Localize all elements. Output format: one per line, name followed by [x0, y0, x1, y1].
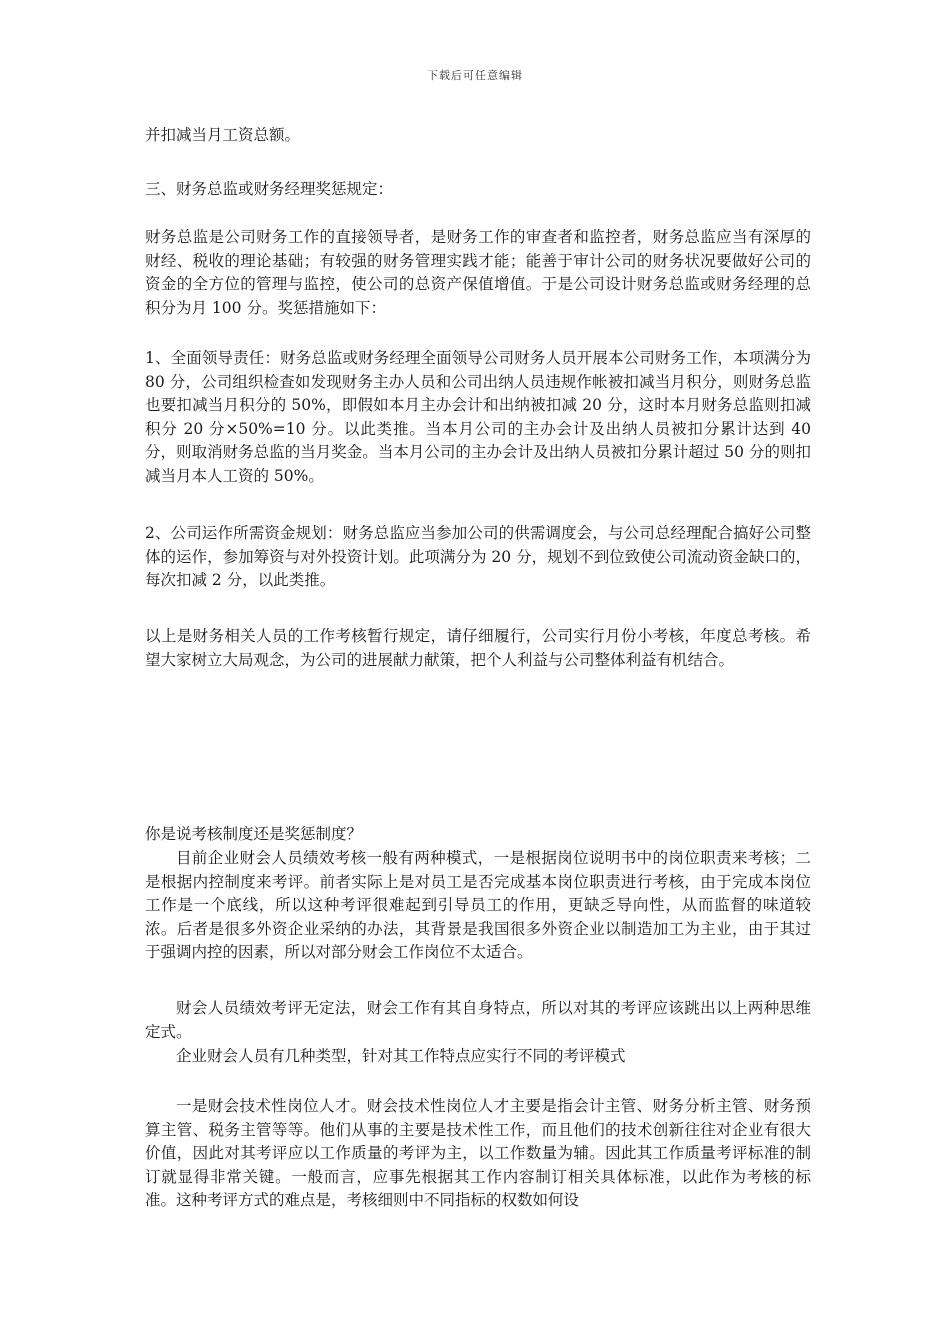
page-header: 下载后可任意编辑 — [427, 69, 523, 82]
paragraph-conclusion: 以上是财务相关人员的工作考核暂行规定，请仔细履行，公司实行月份小考核，年度总考核。希望大家树立大局观念，为公司的进展献力献策，把个人利益与公司整体利益有机结合。 — [145, 627, 811, 669]
section-heading-cfo-rules: 三、财务总监或财务经理奖惩规定： — [145, 180, 394, 198]
paragraph-salary-deduction: 并扣减当月工资总额。 — [145, 126, 301, 144]
paragraph-evaluation-modes: 目前企业财会人员绩效考核一般有两种模式，一是根据岗位说明书中的岗位职责来考核；二是根据内控制度来考评。前者实际上是对员工是否完成基本岗位职责进行考核，由于完成本岗位工作是一个底线，所以这种考评很难起到引导员工的作用，更缺乏导向性，从而监督的味道较浓。后者是很多外资企业采纳的办法，其背景是我国很多外资企业以制造加工为主业，由于其过于强调内控的因素，所以对部分财会工作岗位不太适合。 — [145, 849, 811, 961]
paragraph-item-2-funding: 2、公司运作所需资金规划：财务总监应当参加公司的供需调度会，与公司总经理配合搞好公司整体的运作，参加筹资与对外投资计划。此项满分为 20 分，规划不到位致使公司流动资金缺口的，每次扣减 2 分，以此类推。 — [145, 524, 811, 589]
paragraph-cfo-role: 财务总监是公司财务工作的直接领导者，是财务工作的审查者和监控者，财务总监应当有深厚的财经、税收的理论基础；有较强的财务管理实践才能；能善于审计公司的财务状况要做好公司的资金的全方位的管理与监控，使公司的总资产保值增值。于是公司设计财务总监或财务经理的总积分为月 100 分。奖惩措施如下： — [145, 228, 811, 317]
paragraph-staff-types: 企业财会人员有几种类型，针对其工作特点应实行不同的考评模式 — [176, 1047, 626, 1065]
paragraph-item-1-leadership: 1、全面领导责任：财务总监或财务经理全面领导公司财务人员开展本公司财务工作，本项满分为 80 分，公司组织检查如发现财务主办人员和公司出纳人员违规作帐被扣减当月积分，则财务总监也要扣减当月积分的 50%，即假如本月主办会计和出纳被扣减 20 分，这时本月财务总监则扣减积分 20 分×50%=10 分。以此类推。当本月公司的主办会计及出纳人员被扣分累计达到 40 分，则取消财务总监的当月奖金。当本月公司的主办会计及出纳人员被扣分累计超过 50 分的则扣减当月本人工资的 50%。 — [145, 349, 811, 485]
paragraph-technical-talent: 一是财会技术性岗位人才。财会技术性岗位人才主要是指会计主管、财务分析主管、财务预算主管、税务主管等等。他们从事的主要是技术性工作，而且他们的技术创新往往对企业有很大价值，因此对其考评应以工作质量的考评为主，以工作数量为辅。因此其工作质量考评标准的制订就显得非常关键。一般而言，应事先根据其工作内容制订相关具体标准，以此作为考核的标准。这种考评方式的难点是，考核细则中不同指标的权数如何设 — [145, 1097, 811, 1209]
paragraph-no-fixed-method: 财会人员绩效考评无定法，财会工作有其自身特点，所以对其的考评应该跳出以上两种思维定式。 — [145, 999, 811, 1041]
paragraph-question: 你是说考核制度还是奖惩制度？ — [145, 825, 363, 843]
